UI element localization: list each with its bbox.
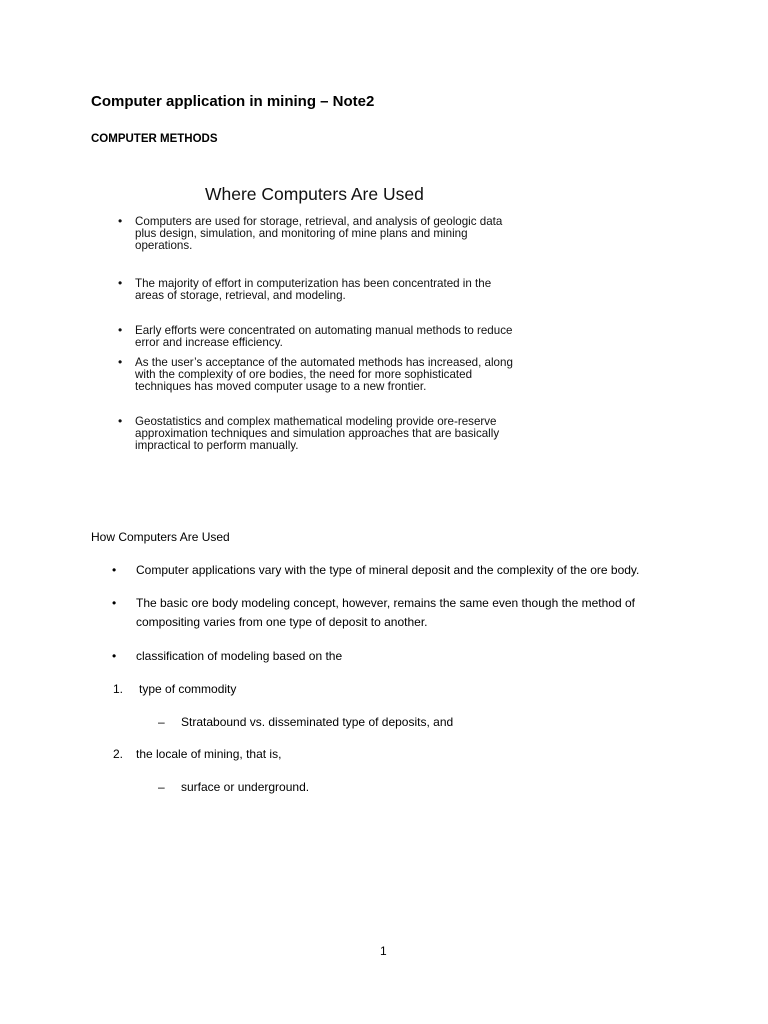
slide-bullet-text: The majority of effort in computerization has been concentrated in the areas of storage, retrieval, and modeling. [135,277,492,302]
slide-bullet-text: As the user’s acceptance of the automated methods has increased, along with the complexity of ore bodies, the need for more sophisticated techniques has moved computer usage to a new frontier. [135,356,513,393]
slide-title: Where Computers Are Used [205,184,424,204]
slide-bullet [118,325,518,349]
slide-bullet-text: Geostatistics and complex mathematical modeling provide ore-reserve approximation techniques and simulation approaches that are basically impractical to perform manually. [135,415,500,452]
list-item: The basic ore body modeling concept, however, remains the same even though the method of [136,596,635,610]
sub-item: Stratabound vs. disseminated type of deposits, and [181,715,454,729]
list-item: Computer applications vary with the type of mineral deposit and the complexity of the ore body. [136,563,640,577]
bullet-icon: • [112,596,117,610]
embedded-slide-image [110,176,520,461]
slide-bullet [118,416,518,452]
bullet-icon: • [118,214,123,228]
numbered-item: type of commodity [139,682,237,696]
slide-bullet-text: Early efforts were concentrated on automating manual methods to reduce error and increase efficiency. [135,324,513,349]
list-number: 1. [113,682,124,696]
list-item-continuation: compositing varies from one type of deposit to another. [136,615,428,629]
slide-bullet [118,278,518,302]
slide-bullet [118,216,518,252]
bullet-icon: • [112,649,117,663]
bullet-icon: • [118,323,123,337]
document-title: Computer application in mining – Note2 [91,93,375,110]
list-number: 2. [113,747,124,761]
bullet-icon: • [118,355,123,369]
sub-item: surface or underground. [181,780,310,794]
list-item: classification of modeling based on the [136,649,343,663]
bullet-icon: • [118,414,123,428]
page-number: 1 [380,944,387,958]
bullet-icon: • [112,563,117,577]
how-heading: How Computers Are Used [91,530,230,544]
slide-bullet [118,357,518,393]
numbered-item: the locale of mining, that is, [136,747,282,761]
section-heading: COMPUTER METHODS [91,133,218,145]
dash-icon: – [158,780,165,794]
bullet-icon: • [118,276,123,290]
dash-icon: – [158,715,165,729]
slide-bullet-text: Computers are used for storage, retrieval, and analysis of geologic data plus design, simulation, and monitoring of mine plans and mining operations. [135,215,503,252]
